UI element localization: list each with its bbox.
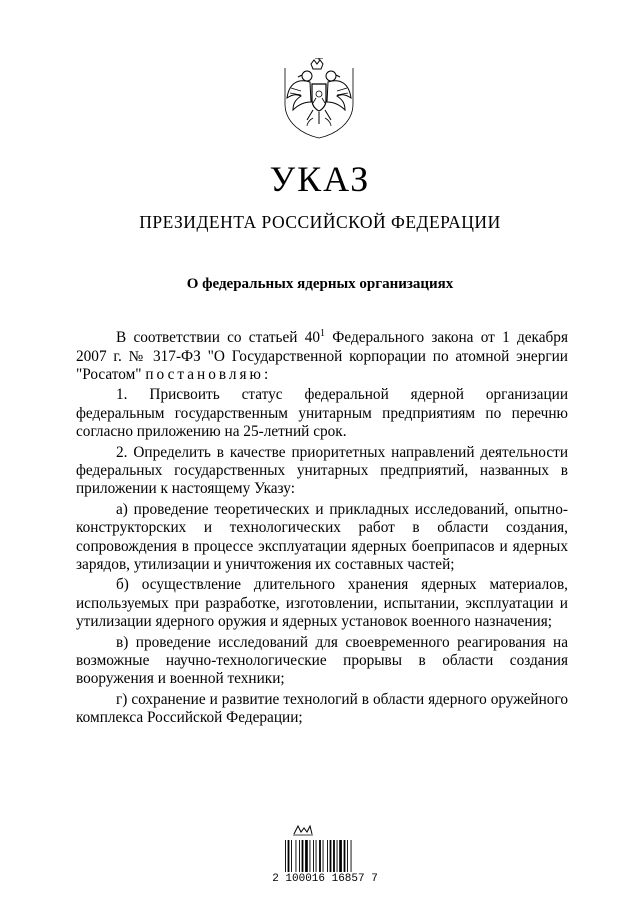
barcode-bar bbox=[351, 840, 352, 872]
barcode-bar bbox=[285, 840, 286, 872]
barcode-bar bbox=[291, 840, 292, 872]
barcode-bar bbox=[313, 840, 314, 872]
preamble-text-b: Федерального закона от 1 декабря 2007 г. № 317-ФЗ "О Государственной корпорации по атомной энергии "Росатом" bbox=[76, 329, 568, 383]
barcode-bar bbox=[316, 840, 317, 872]
page-title: УКАЗ bbox=[269, 159, 371, 199]
paragraph-2c: в) проведение исследований для своевременного реагирования на возможные научно-технологические прорывы в области создания вооружения и военной техники; bbox=[76, 633, 568, 688]
paragraph-2: 2. Определить в качестве приоритетных направлений деятельности федеральных государственных унитарных предприятий, названных в приложении к настоящему Указу: bbox=[76, 443, 568, 498]
double-headed-eagle-icon bbox=[283, 58, 355, 140]
paragraph-2a: а) проведение теоретических и прикладных исследований, опытно-конструкторских и технологических работ в области создания, сопровождения в процессе эксплуатации ядерных боеприпасов и ядерных зарядов, утилизации и уничтожения их составных частей; bbox=[76, 500, 568, 573]
paragraph-2b: б) осуществление длительного хранения ядерных материалов, используемых при разработке, изготовлении, испытании, эксплуатации и утилизации ядерного оружия и ядерных установок военного назначения; bbox=[76, 576, 568, 631]
page-subtitle: ПРЕЗИДЕНТА РОССИЙСКОЙ ФЕДЕРАЦИИ bbox=[139, 212, 501, 232]
barcode-number: 2 100016 16857 7 bbox=[272, 873, 378, 885]
barcode-bar bbox=[323, 840, 324, 872]
barcode-bar bbox=[347, 840, 348, 872]
barcode-bar bbox=[296, 840, 297, 872]
barcode-bar bbox=[288, 840, 290, 872]
document-body bbox=[76, 325, 568, 728]
preamble-text-a: В соответствии со статьей 40 bbox=[116, 329, 321, 347]
barcode-bar bbox=[319, 840, 321, 872]
paragraph-2d: г) сохранение и развитие технологий в области ядерного оружейного комплекса Российской Федерации; bbox=[76, 690, 568, 727]
barcode-bar bbox=[302, 840, 304, 872]
paragraph-1: 1. Присвоить статус федеральной ядерной организации федеральным государственным унитарным предприятиям по перечню согласно приложению на 25-летний срок. bbox=[76, 386, 568, 441]
barcode-bar bbox=[344, 840, 346, 872]
barcode-bar bbox=[339, 840, 342, 872]
document-heading: О федеральных ядерных организациях bbox=[186, 276, 454, 292]
barcode-icon bbox=[284, 840, 366, 874]
preamble-colon: : bbox=[263, 365, 269, 383]
barcode-bar bbox=[327, 840, 328, 872]
barcode-bar bbox=[305, 840, 308, 872]
barcode-bar bbox=[299, 840, 300, 872]
article-superscript: 1 bbox=[320, 328, 326, 339]
decree-word: постановляю bbox=[145, 365, 264, 383]
barcode-bar bbox=[330, 840, 332, 872]
barcode-bar bbox=[310, 840, 311, 872]
barcode-bar bbox=[333, 840, 335, 872]
barcode-bar bbox=[337, 840, 338, 872]
preamble-paragraph bbox=[76, 325, 568, 384]
document-mark-icon bbox=[292, 824, 314, 836]
